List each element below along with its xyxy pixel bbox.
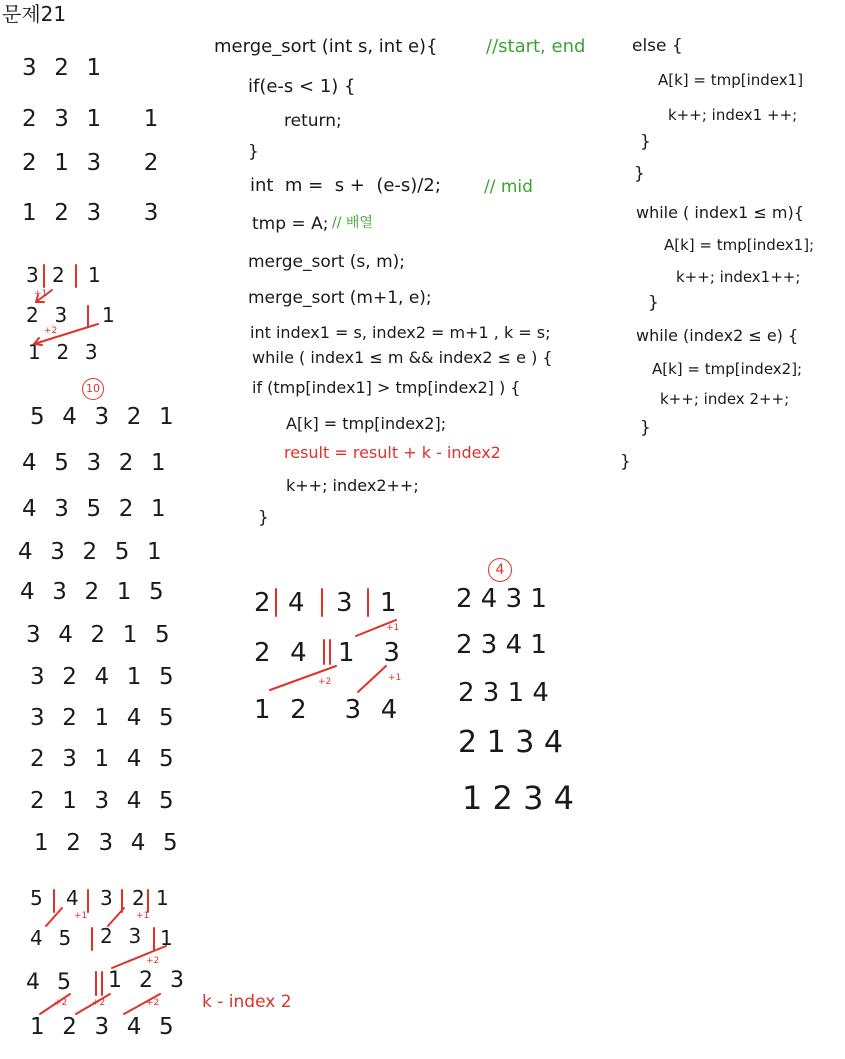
ex3-arrow-2 [270, 666, 336, 690]
ex2-row-8: 3 2 1 4 5 [30, 705, 175, 731]
ex1-row-4: 1 2 3 3 [22, 200, 160, 226]
code-line-6: tmp = A; [252, 214, 329, 234]
code2-line-4: } [640, 132, 651, 152]
ex2-note-2: +1 [136, 911, 150, 921]
ex2-row-10: 2 1 3 4 5 [30, 788, 175, 814]
ex3-row-3: 2 3 1 4 [458, 678, 549, 708]
ex1-note-1: +1 [34, 289, 48, 299]
code2-line-10: while (index2 ≤ e) { [636, 326, 799, 345]
ex1-arrow-2 [34, 324, 98, 344]
code2-line-8: k++; index1++; [676, 268, 801, 286]
ex2-merge-result: 1 2 3 4 5 [30, 1014, 175, 1040]
ex2-row-2: 4 5 3 2 1 [22, 450, 167, 476]
code-line-14: k++; index2++; [286, 476, 419, 495]
code2-line-14: } [620, 452, 631, 472]
page-title: 문제21 [2, 2, 67, 26]
ex3-row-4: 2 1 3 4 [458, 725, 563, 760]
ex1-merge-result: 1 2 3 [28, 340, 99, 364]
code2-line-3: k++; index1 ++; [668, 106, 798, 124]
ex2-marker: 10 [82, 378, 104, 400]
ex2-row-9: 2 3 1 4 5 [30, 746, 175, 772]
ex2-arrow-3 [112, 946, 166, 968]
ex1-row-3: 2 1 3 2 [22, 150, 160, 176]
ex2-note-1: +1 [74, 911, 88, 921]
ex2-row-5: 4 3 2 1 5 [20, 579, 165, 605]
code-line-9: int index1 = s, index2 = m+1 , k = s; [250, 323, 551, 342]
ex2-arrow-4 [40, 994, 70, 1014]
code2-line-13: } [640, 418, 651, 438]
code2-line-9: } [648, 293, 659, 313]
code-line-11: if (tmp[index1] > tmp[index2] ) { [252, 378, 521, 397]
code2-line-11: A[k] = tmp[index2]; [652, 360, 803, 378]
ex3-arrow-3 [358, 666, 386, 692]
ex2-arrow-5 [76, 994, 110, 1014]
ex3-row-5: 1 2 3 4 [462, 779, 574, 817]
ex1-merge-e: 1 [102, 303, 116, 327]
code-line-8: merge_sort (m+1, e); [248, 288, 432, 308]
ex3-merge-result: 1 2 3 4 [254, 695, 399, 725]
ex2-merge-d: 2 [132, 886, 146, 910]
code-line-1: merge_sort (int s, int e){ [214, 36, 438, 57]
code-line-4: } [248, 142, 259, 162]
ex3-marker: 4 [488, 558, 512, 582]
ex3-merge-d: 1 [380, 588, 398, 618]
ex3-note-2: +2 [318, 677, 332, 687]
ex3-row-1: 2 4 3 1 [456, 584, 547, 614]
code-line-13: result = result + k - index2 [284, 443, 501, 462]
ex2-row-6: 3 4 2 1 5 [26, 622, 171, 648]
ex2-merge-f: 4 5 [30, 926, 73, 950]
ex2-merge-h: 1 [160, 926, 174, 950]
ex2-arrow-6 [124, 994, 160, 1014]
ex3-note-1: +1 [386, 623, 400, 633]
code2-line-2: A[k] = tmp[index1] [658, 71, 804, 89]
ex3-merge-b: 4 [288, 588, 306, 618]
code2-line-6: while ( index1 ≤ m){ [636, 203, 804, 222]
ex2-arrow-2 [108, 908, 124, 926]
ex3-merge-a: 2 [254, 588, 272, 618]
ex2-formula: k - index 2 [202, 992, 292, 1012]
code-line-7: merge_sort (s, m); [248, 252, 405, 272]
code-line-15: } [258, 508, 269, 528]
ex2-merge-g: 2 3 [100, 924, 143, 948]
code-line-12: A[k] = tmp[index2]; [286, 414, 447, 433]
code-line-10: while ( index1 ≤ m && index2 ≤ e ) { [252, 348, 553, 367]
code-line-5: int m = s + (e-s)/2; [250, 175, 441, 196]
ex2-merge-e: 1 [156, 886, 170, 910]
ex1-row-2: 2 3 1 1 [22, 106, 160, 132]
ex2-row-11: 1 2 3 4 5 [34, 830, 179, 856]
code2-line-7: A[k] = tmp[index1]; [664, 236, 815, 254]
ex2-merge-i: 4 5 [26, 970, 72, 995]
ex1-note-2: +2 [44, 326, 58, 336]
code2-line-1: else { [632, 36, 683, 56]
ex1-merge-d: 2 3 [26, 303, 69, 327]
ex2-row-4: 4 3 2 5 1 [18, 539, 163, 565]
ex1-merge-a: 3 [26, 263, 40, 287]
ex2-row-1: 5 4 3 2 1 [30, 404, 175, 430]
ex2-note-5: +2 [92, 998, 106, 1008]
ex2-row-7: 3 2 4 1 5 [30, 664, 175, 690]
ex1-merge-c: 1 [88, 263, 102, 287]
ex2-note-3: +2 [146, 956, 160, 966]
ex3-row-2: 2 3 4 1 [456, 630, 547, 660]
code2-line-12: k++; index 2++; [660, 390, 790, 408]
ex1-row-1: 3 2 1 [22, 55, 103, 81]
ex1-merge-b: 2 [52, 263, 66, 287]
ex2-row-3: 4 3 5 2 1 [22, 496, 167, 522]
ex2-merge-b: 4 [66, 886, 80, 910]
ex2-note-4: +2 [54, 998, 68, 1008]
ex2-note-6: +2 [146, 998, 160, 1008]
code-line-2: if(e-s < 1) { [248, 76, 356, 97]
code-comment-6: // 배열 [332, 215, 373, 231]
code-comment-1: //start, end [486, 36, 586, 57]
ex3-arrow-1 [356, 620, 396, 636]
code-line-3: return; [284, 111, 342, 131]
ex3-merge-c: 3 [336, 588, 354, 618]
ex3-merge-f: 1 3 [338, 638, 401, 668]
ex3-note-3: +1 [388, 673, 402, 683]
ex2-merge-a: 5 [30, 886, 44, 910]
ex3-merge-e: 2 4 [254, 638, 308, 668]
ex2-merge-j: 1 2 3 [108, 968, 185, 993]
code-comment-5: // mid [484, 177, 533, 197]
ex2-merge-c: 3 [100, 886, 114, 910]
code2-line-5: } [634, 164, 645, 184]
